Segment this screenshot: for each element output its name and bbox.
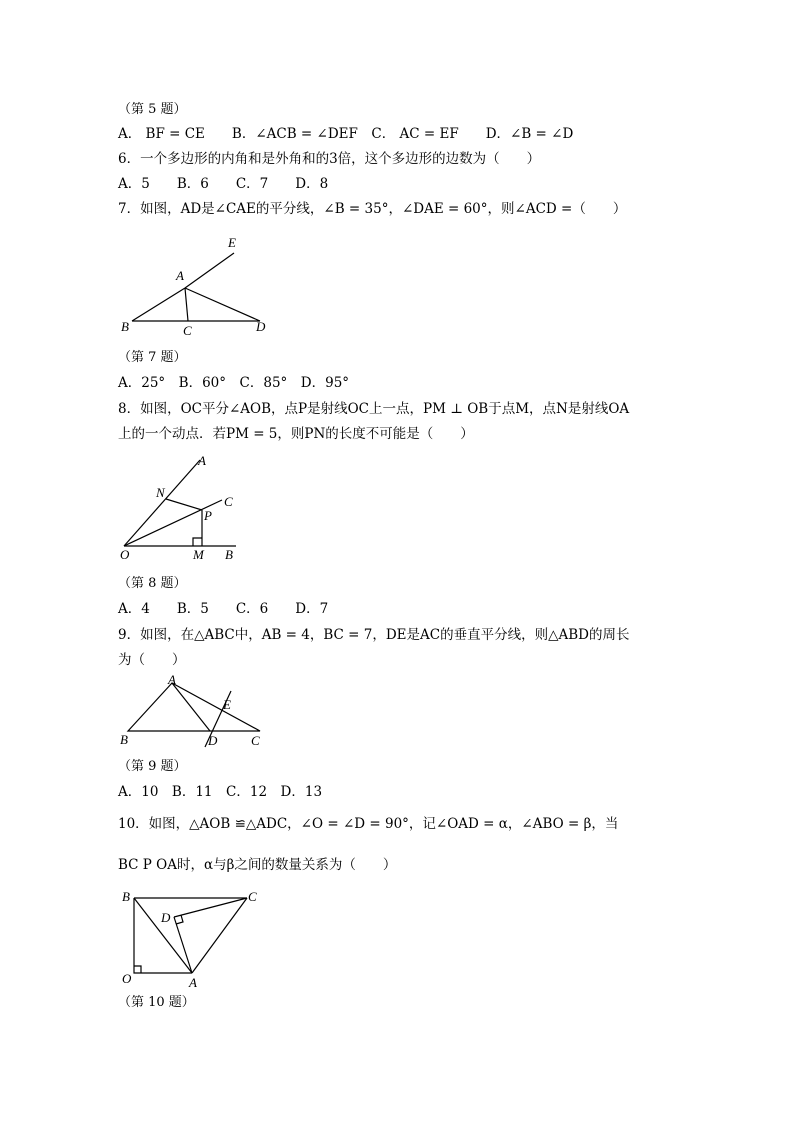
q9-options: A．10 B．11 C．12 D．13 <box>118 784 323 800</box>
q10-stem-line1: 10．如图，△AOB ≌△ADC，∠O = ∠D = 90°，记∠OAD = α，∠ABO = β，当 <box>118 816 619 832</box>
q9-label-c: C <box>251 733 260 748</box>
q10-segment-da <box>174 917 192 973</box>
q9-label-e: E <box>223 697 231 712</box>
q5-caption: （第 5 题） <box>118 102 187 117</box>
q6-options: A．5 B．6 C．7 D．8 <box>118 176 329 192</box>
q8-ray-oa <box>124 460 200 546</box>
q9-label-d: D <box>208 733 218 748</box>
q10-right-angle-mark-o <box>134 966 141 973</box>
q9-triangle-abc <box>128 683 260 731</box>
q10-label-a: A <box>189 975 197 990</box>
q7-label-b: B <box>121 319 129 334</box>
q8-stem-line2: 上的一个动点．若PM = 5，则PN的长度不可能是（ ） <box>118 426 474 442</box>
q9-figure <box>112 671 272 751</box>
q10-label-o: O <box>122 971 132 986</box>
q8-right-angle-mark <box>193 538 202 546</box>
q9-segment-ad <box>172 683 210 731</box>
q8-caption: （第 8 题） <box>118 576 187 591</box>
q7-label-d: D <box>256 319 266 334</box>
q7-label-a: A <box>176 268 184 283</box>
q9-stem-line1: 9．如图，在△ABC中，AB = 4，BC = 7，DE是AC的垂直平分线，则△ABD的周长 <box>118 627 630 643</box>
q10-stem-line2: BC P OA时，α与β之间的数量关系为（ ） <box>118 857 397 873</box>
q8-label-a: A <box>198 453 206 468</box>
q8-figure <box>112 450 262 565</box>
q8-stem-line1: 8．如图，OC平分∠AOB，点P是射线OC上一点，PM ⊥ OB于点M，点N是射线OA <box>118 401 630 417</box>
q7-label-e: E <box>228 235 236 250</box>
q7-segment-ad <box>185 288 260 321</box>
q10-caption: （第 10 题） <box>118 995 195 1010</box>
q9-label-a: A <box>168 672 176 687</box>
q10-label-c: C <box>248 889 257 904</box>
q10-segment-cd <box>174 898 247 917</box>
q9-stem-line2: 为（ ） <box>118 652 186 668</box>
q7-options: A．25° B．60° C．85° D．95° <box>118 375 350 391</box>
q7-label-c: C <box>183 323 192 338</box>
q6-stem: 6．一个多边形的内角和是外角和的3倍，这个多边形的边数为（ ） <box>118 151 541 167</box>
q8-ray-oc <box>124 500 222 546</box>
q8-label-b: B <box>225 547 233 562</box>
q7-ray-ae <box>185 253 234 288</box>
q7-segment-ac <box>185 288 188 321</box>
q5-options: A． BF = CE B．∠ACB = ∠DEF C． AC = EF D．∠B = ∠D <box>118 126 574 142</box>
q7-figure <box>112 228 282 340</box>
q10-label-b: B <box>122 889 130 904</box>
q7-segment-ba <box>132 288 185 321</box>
q8-label-o: O <box>120 547 130 562</box>
q8-label-m: M <box>193 547 204 562</box>
q9-caption: （第 9 题） <box>118 759 187 774</box>
q7-caption: （第 7 题） <box>118 350 187 365</box>
q10-label-d: D <box>161 910 171 925</box>
q8-label-p: P <box>204 508 212 523</box>
q9-label-b: B <box>120 732 128 747</box>
q7-stem: 7．如图，AD是∠CAE的平分线，∠B = 35°，∠DAE = 60°，则∠ACD =（ ） <box>118 201 627 217</box>
q8-options: A．4 B．5 C．6 D．7 <box>118 601 329 617</box>
q10-segment-ac <box>192 898 247 973</box>
q8-label-n: N <box>156 485 165 500</box>
q8-label-c: C <box>224 494 233 509</box>
q8-segment-np <box>166 499 202 510</box>
q10-figure <box>112 884 272 990</box>
